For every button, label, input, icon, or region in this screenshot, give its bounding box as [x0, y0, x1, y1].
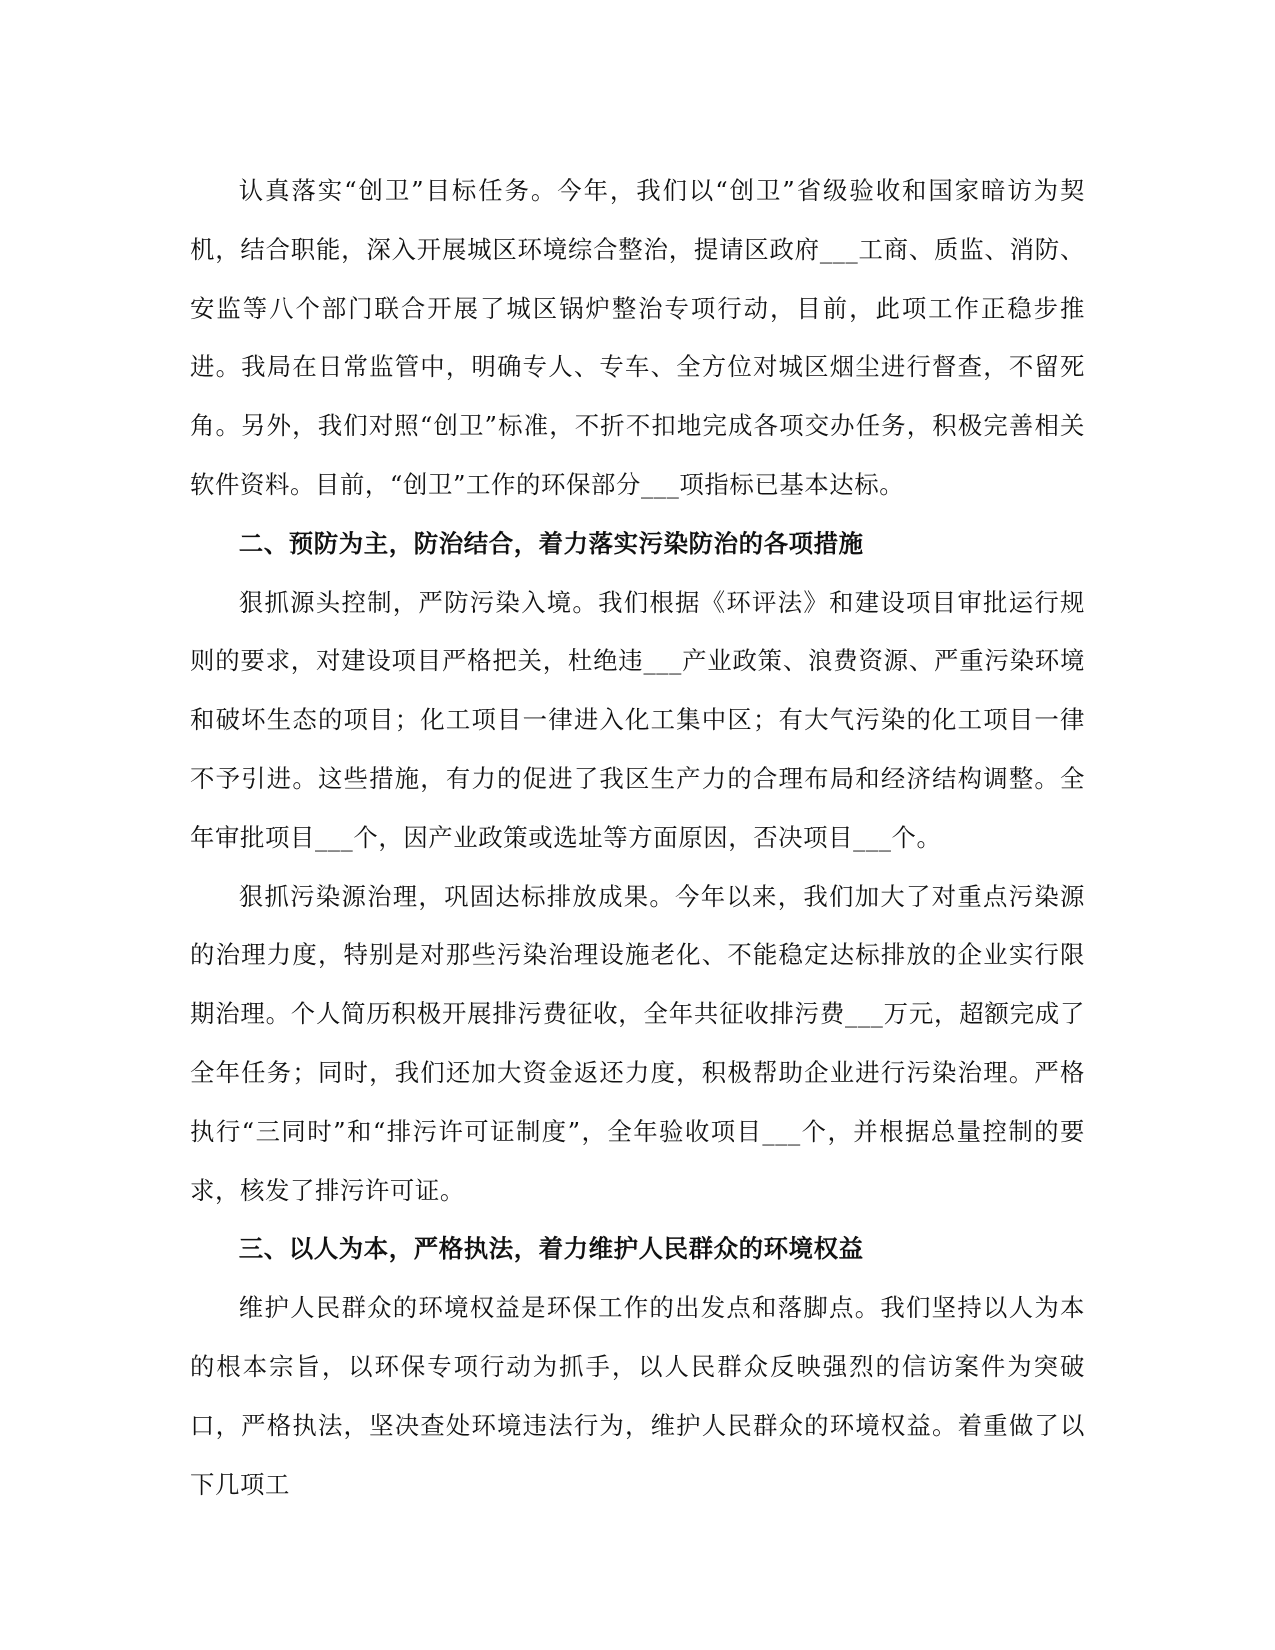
paragraph-pollution-treatment: 狠抓污染源治理，巩固达标排放成果。今年以来，我们加大了对重点污染源的治理力度，特别是对那些污染治理设施老化、不能稳定达标排放的企业实行限期治理。个人简历积极开展排污费征收，全年共征收排污费___万元，超额完成了全年任务；同时，我们还加大资金返还力度，积极帮助企业进行污染治理。严格执行“三同时”和“排污许可证制度”，全年验收项目___个，并根据总量控制的要求，核发了排污许可证。: [190, 881, 1085, 1205]
paragraph-source-control: 狠抓源头控制，严防污染入境。我们根据《环评法》和建设项目审批运行规则的要求，对建设项目严格把关，杜绝违___产业政策、浪费资源、严重污染环境和破坏生态的项目；化工项目一律进入化工集中区；有大气污染的化工项目一律不予引进。这些措施，有力的促进了我区生产力的合理布局和经济结构调整。全年审批项目___个，因产业政策或选址等方面原因，否决项目___个。: [190, 587, 1085, 852]
section-heading-3: 三、以人为本，严格执法，着力维护人民群众的环境权益: [238, 1234, 864, 1264]
paragraph-chuangwei: 认真落实“创卫”目标任务。今年，我们以“创卫”省级验收和国家暗访为契机，结合职能，深入开展城区环境综合整治，提请区政府___工商、质监、消防、安监等八个部门联合开展了城区锅炉整治专项行动，目前，此项工作正稳步推进。我局在日常监管中，明确专人、专车、全方位对城区烟尘进行督查，不留死角。另外，我们对照“创卫”标准，不折不扣地完成各项交办任务，积极完善相关软件资料。目前，“创卫”工作的环保部分___项指标已基本达标。: [190, 176, 1085, 499]
section-heading-2: 二、预防为主，防治结合，着力落实污染防治的各项措施: [238, 528, 864, 558]
document-page: [190, 162, 1085, 1514]
paragraph-rights: 维护人民群众的环境权益是环保工作的出发点和落脚点。我们坚持以人为本的根本宗旨，以环保专项行动为抓手，以人民群众反映强烈的信访案件为突破口，严格执法，坚决查处环境违法行为，维护人民群众的环境权益。着重做了以下几项工: [190, 1293, 1085, 1499]
